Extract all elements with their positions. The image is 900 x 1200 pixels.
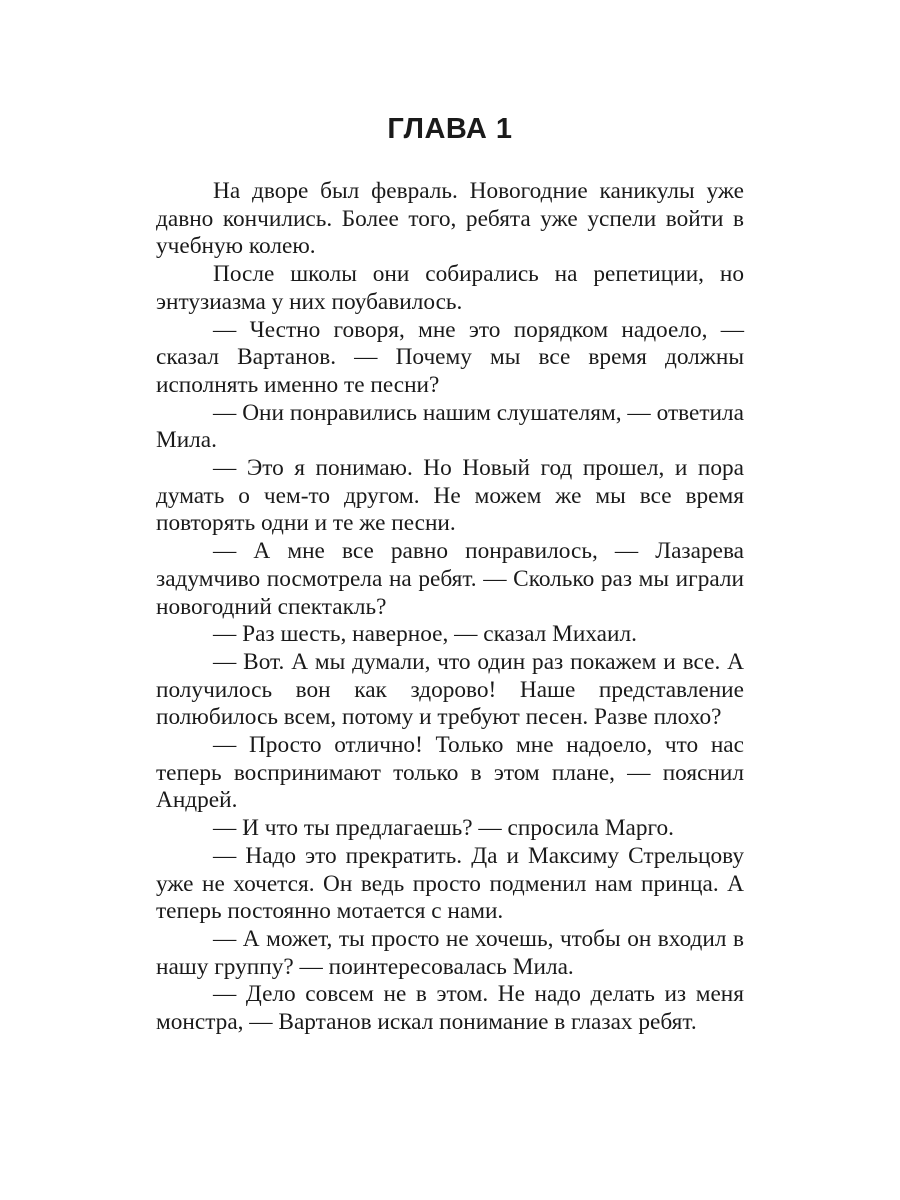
- paragraph: — И что ты предлагаешь? — спросила Марго.: [213, 815, 674, 842]
- paragraph: — Вот. А мы думали, что один раз покажем и все. А получилось вон как здорово! Наше представление полюбилось всем, потому и требуют песен. Разве плохо?: [156, 648, 744, 731]
- chapter-title: ГЛАВА 1: [387, 113, 513, 145]
- paragraph: — Раз шесть, наверное, — сказал Михаил.: [213, 621, 637, 648]
- paragraph: — А может, ты просто не хочешь, чтобы он входил в нашу группу? — поинтересовалась Мила.: [156, 925, 744, 980]
- chapter-body: [156, 178, 744, 1037]
- paragraph: — Дело совсем не в этом. Не надо делать из меня монстра, — Вартанов искал понимание в глазах ребят.: [156, 981, 744, 1036]
- paragraph: — А мне все равно понравилось, — Лазарева задумчиво посмотрела на ребят. — Сколько раз мы играли новогодний спектакль?: [156, 538, 744, 620]
- paragraph: — Это я понимаю. Но Новый год прошел, и пора думать о чем-то другом. Не можем же мы все время повторять одни и те же песни.: [156, 455, 744, 537]
- paragraph: — Честно говоря, мне это порядком надоело, — сказал Вартанов. — Почему мы все время должны исполнять именно те песни?: [156, 316, 744, 398]
- paragraph: После школы они собирались на репетиции, но энтузиазма у них поубавилось.: [156, 261, 744, 315]
- paragraph: — Просто отлично! Только мне надоело, что нас теперь воспринимают только в этом плане, — пояснил Андрей.: [156, 732, 744, 814]
- paragraph: — Надо это прекратить. Да и Максиму Стрельцову уже не хочется. Он ведь просто подменил нам принца. А теперь постоянно мотается с нами.: [156, 842, 744, 925]
- paragraph: — Они понравились нашим слушателям, — ответила Мила.: [156, 399, 744, 454]
- paragraph: На дворе был февраль. Новогодние каникулы уже давно кончились. Более того, ребята уже успели войти в учебную колею.: [156, 178, 744, 260]
